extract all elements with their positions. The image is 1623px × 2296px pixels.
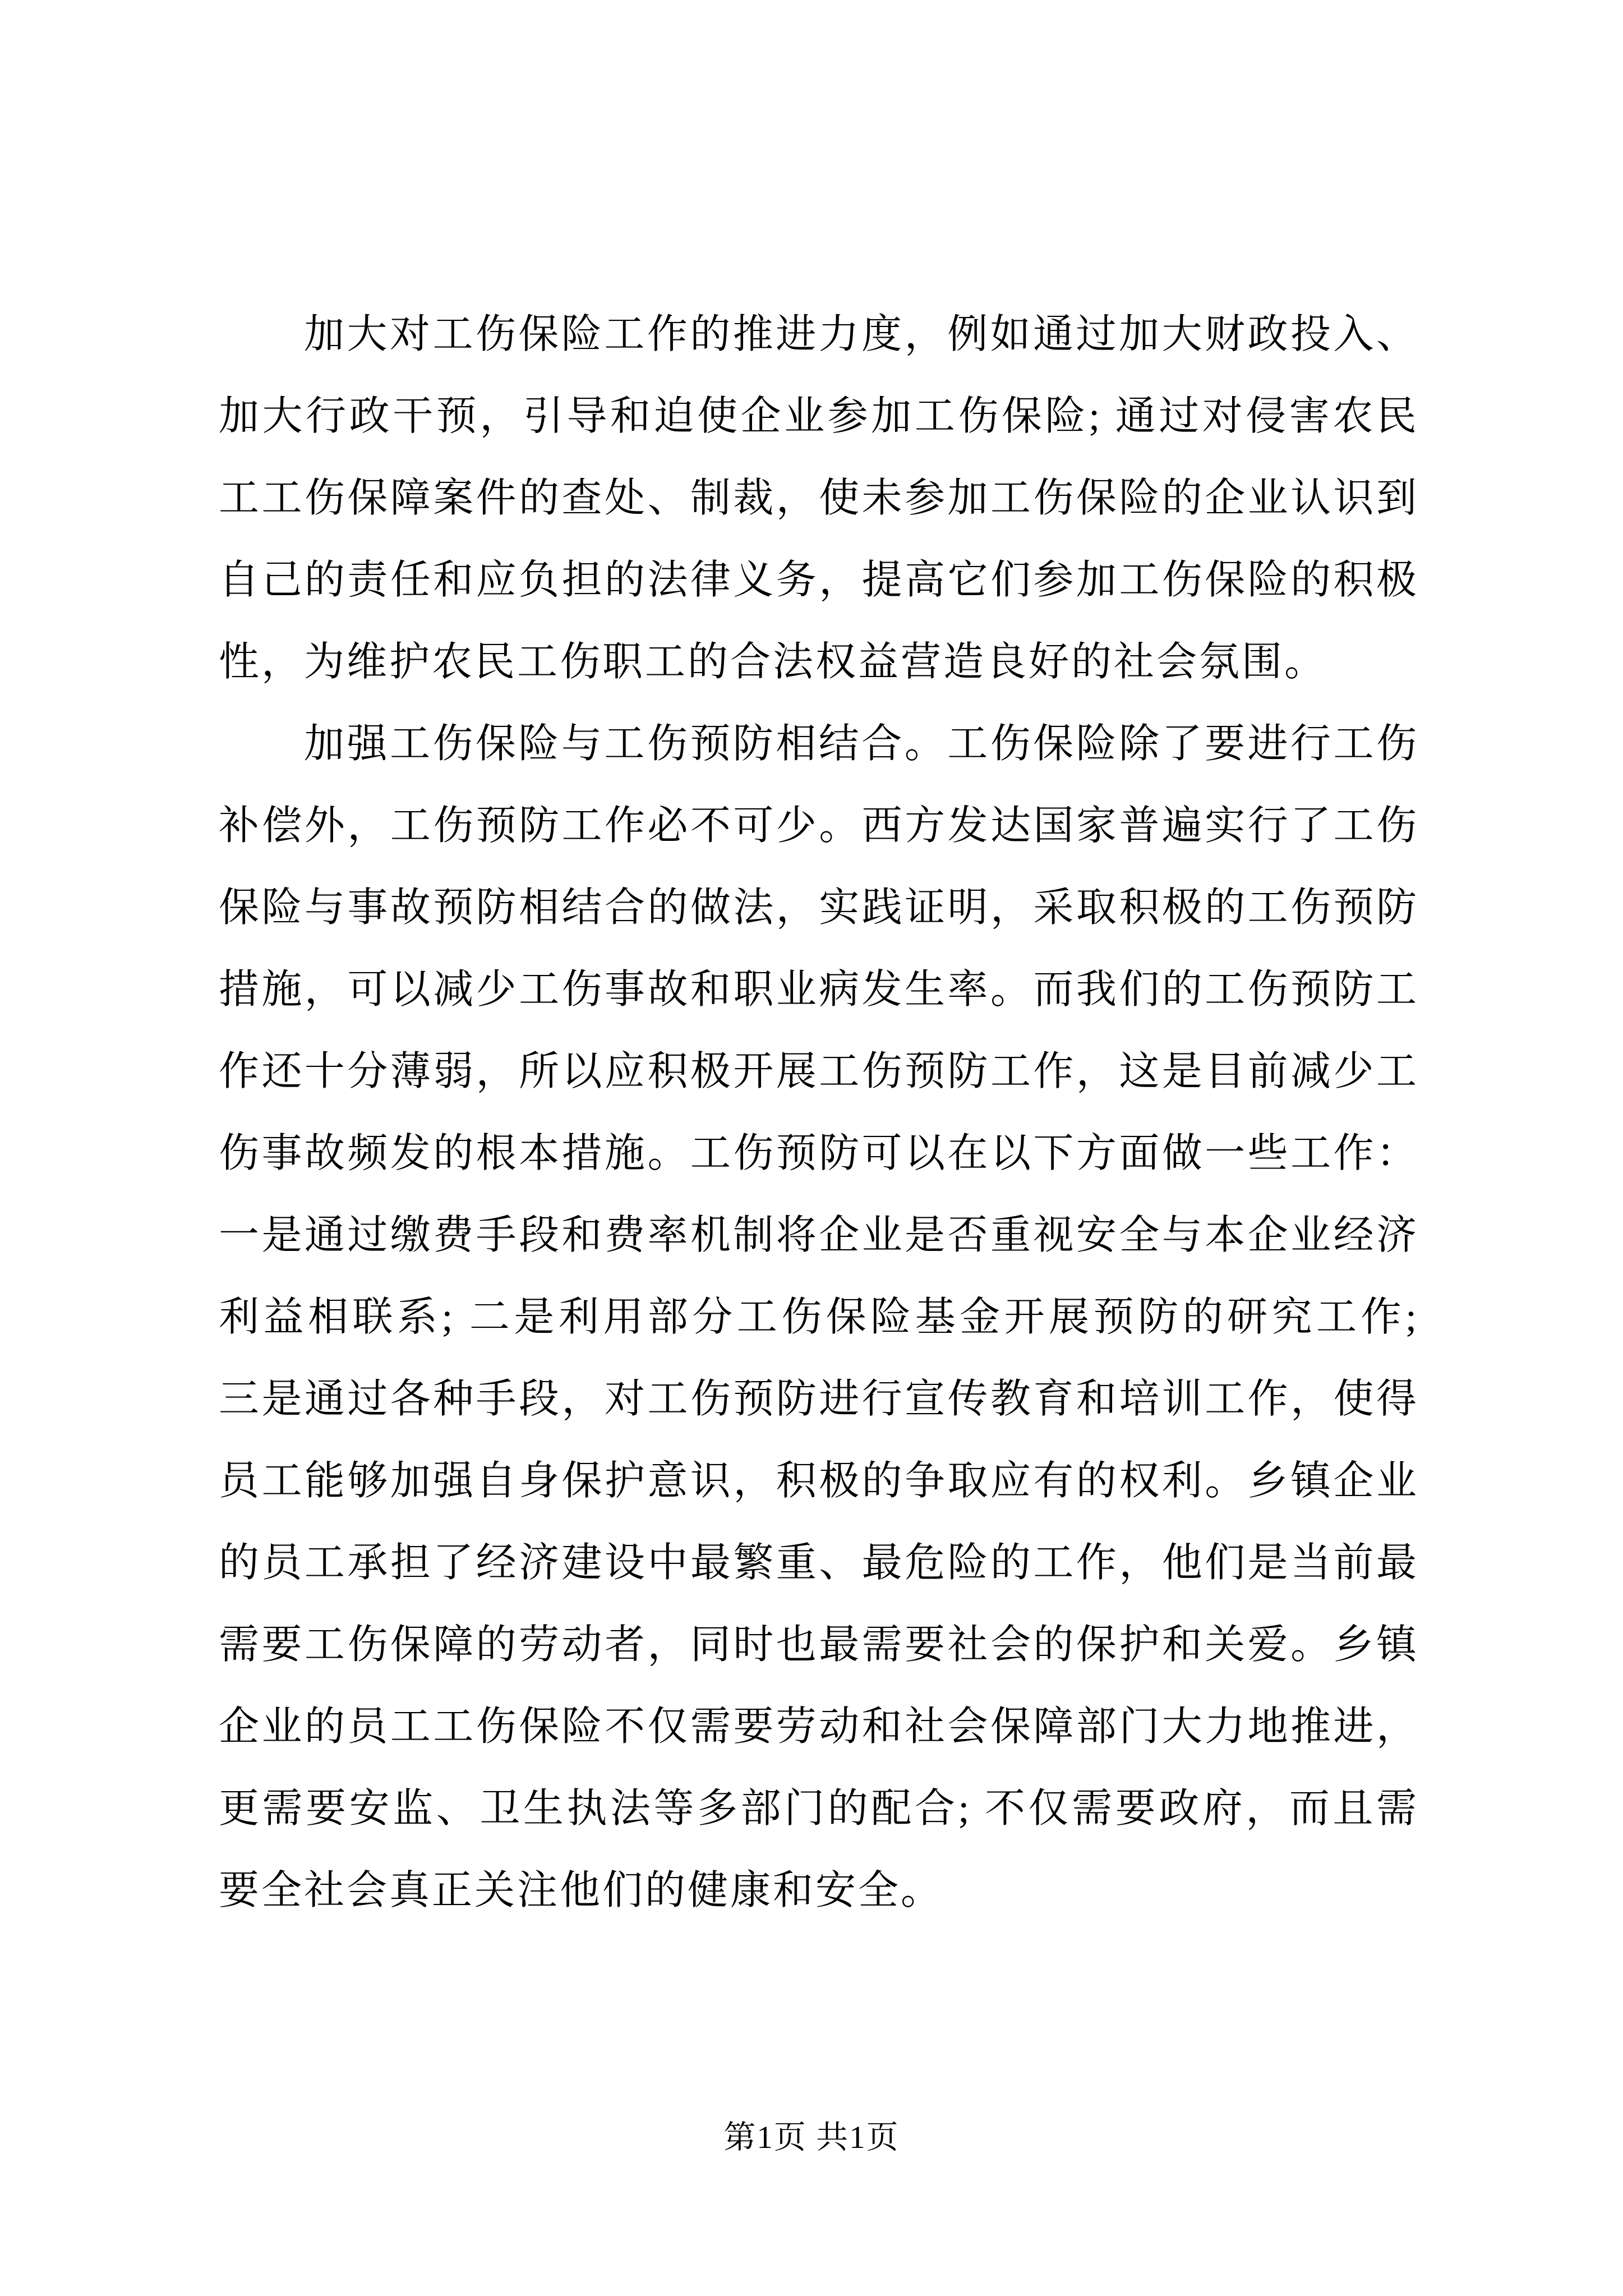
page-number-footer: 第1页 共1页 [723, 2120, 900, 2155]
document-body [219, 293, 1419, 1931]
body-paragraph: 加强工伤保险与工伤预防相结合。工伤保险除了要进行工伤补偿外，工伤预防工作必不可少。西方发达国家普遍实行了工伤保险与事故预防相结合的做法，实践证明，采取积极的工伤预防措施，可以减少工伤事故和职业病发生率。而我们的工伤预防工作还十分薄弱，所以应积极开展工伤预防工作，这是目前减少工伤事故频发的根本措施。工伤预防可以在以下方面做一些工作：一是通过缴费手段和费率机制将企业是否重视安全与本企业经济利益相联系; 二是利用部分工伤保险基金开展预防的研究工作; 三是通过各种手段，对工伤预防进行宣传教育和培训工作，使得员工能够加强自身保护意识，积极的争取应有的权利。乡镇企业的员工承担了经济建设中最繁重、最危险的工作，他们是当前最需要工伤保障的劳动者，同时也最需要社会的保护和关爱。乡镇企业的员工工伤保险不仅需要劳动和社会保障部门大力地推进，更需要安监、卫生执法等多部门的配合; 不仅需要政府，而且需要全社会真正关注他们的健康和安全。 [219, 721, 1419, 1913]
body-paragraph: 加大对工伤保险工作的推进力度，例如通过加大财政投入、加大行政干预，引导和迫使企业参加工伤保险; 通过对侵害农民工工伤保障案件的查处、制裁，使未参加工伤保险的企业认识到自己的责任和应负担的法律义务，提高它们参加工伤保险的积极性，为维护农民工伤职工的合法权益营造良好的社会氛围。 [219, 312, 1419, 684]
